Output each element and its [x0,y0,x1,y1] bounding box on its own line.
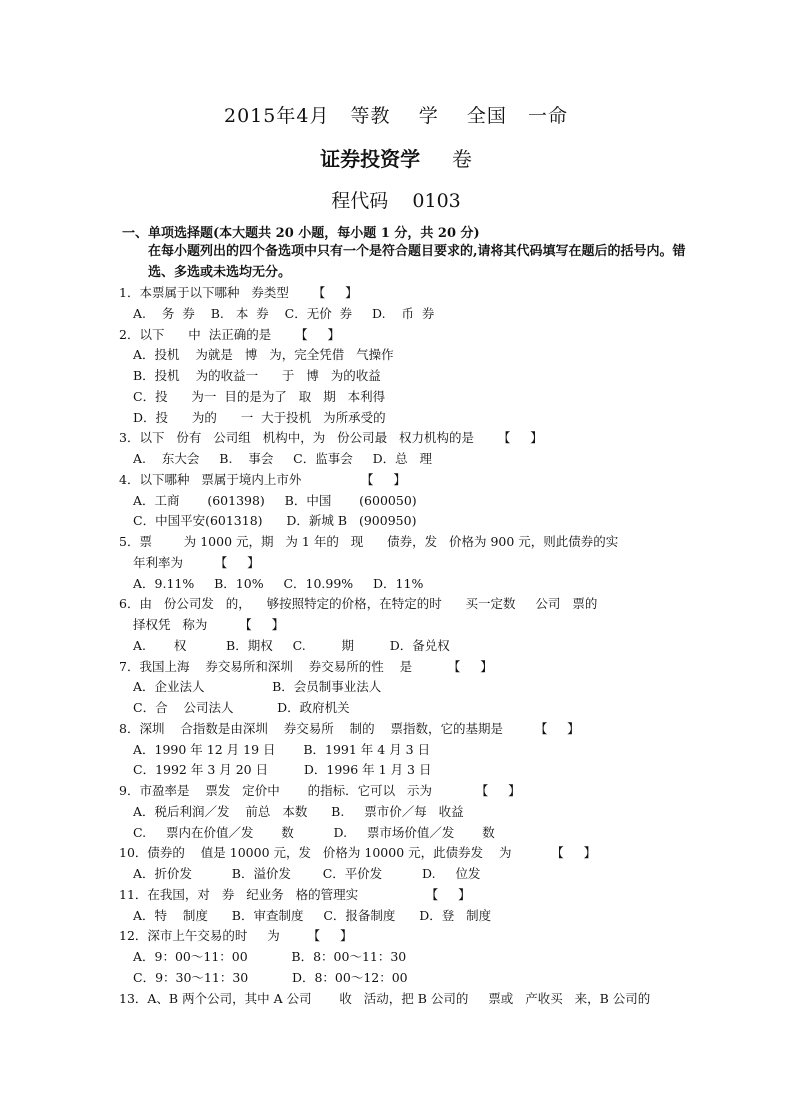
option-line: C．9：30～11：30 D．8：00～12：00 [133,969,408,985]
option-line: C．投 为一 目的是为了 取 期 本利得 [133,388,386,404]
exam-header-line: 2015年4月 等教 学 全国 一命 [224,105,568,127]
question-continuation: 择权凭 称为 【 】 [133,617,285,632]
question-line: 8．深圳 合指数是由深圳 券交易所 制的 票指数，它的基期是 【 】 [119,720,580,736]
question-line: 6．由 份公司发 的， 够按照特定的价格，在特定的时 买一定数 公司 票的 [119,596,598,612]
option-line: A. 权 B．期权 C. 期 D．备兑权 [133,637,450,653]
option-line: C．中国平安(601318) D．新城 B (900950) [133,513,417,529]
section-title: 一、单项选择题(本大题共 20 小题，每小题 1 分，共 20 分) [122,226,480,241]
option-line: A．工商 (601398) B．中国 (600050) [133,492,417,508]
option-line: A．特 制度 B．审查制度 C．报备制度 D．登 制度 [133,907,492,923]
course-code-line: 程代码 0103 [331,190,461,212]
question-line: 4．以下哪种 票属于境内上市外 【 】 [119,471,406,487]
question-line: 3．以下 份有 公司组 机构中，为 份公司最 权力机构的是 【 】 [119,430,543,446]
option-line: A．1990 年 12 月 19 日 B．1991 年 4 月 3 日 [133,741,431,757]
question-line: 5．票 为 1000 元，期 为 1 年的 现 债券，发 价格为 900 元，则此债券的实 [119,534,619,549]
question-line: 10．债券的 值是 10000 元，发 价格为 10000 元，此债券发 为 【 】 [119,845,597,861]
option-line: C．1992 年 3 月 20 日 D．1996 年 1 月 3 日 [133,762,432,778]
option-line: A. 东大会 B. 事会 C．监事会 D．总 理 [133,451,433,466]
question-line: 12．深市上午交易的时 为 【 】 [119,928,353,944]
question-continuation: 年利率为 【 】 [133,554,260,570]
option-line: B．投机 为的收益一 于 博 为的收益 [133,368,381,383]
subject-name: 证券投资学 [320,147,421,171]
option-line: A．折价发 B．溢价发 C．平价发 D. 位发 [133,866,481,881]
option-line: A．企业法人 B．会员制事业法人 [133,679,382,695]
question-line: 7．我国上海 券交易所和深圳 券交易所的性 是 【 】 [119,658,493,674]
exam-subject-title [0,143,792,172]
question-line: 11．在我国，对 券 纪业务 格的管理实 【 】 [119,886,471,902]
option-line: C. 票内在价值／发 数 D. 票市场价值／发 数 [133,824,495,840]
question-list [119,283,689,1009]
option-line: A．9：00～11：00 B．8：00～11：30 [133,949,407,964]
option-line: A．税后利润／发 前总 本数 B. 票市价／每 收益 [133,803,464,819]
question-line: 1．本票属于以下哪种 券类型 【 】 [119,285,358,300]
option-line: C．合 公司法人 D．政府机关 [133,700,350,715]
option-line: A. 务 券 B. 本 券 C．无价 券 D. 币 券 [133,305,435,321]
question-line: 13．A、B 两个公司，其中 A 公司 收 活动，把 B 公司的 票或 产收买 来，B 公司的 [119,990,651,1006]
option-line: A．投机 为就是 博 为，完全凭借 气操作 [133,347,394,363]
option-line: D．投 为的 一 大于投机 为所承受的 [133,409,386,425]
question-line: 2．以下 中 法正确的是 【 】 [119,326,340,342]
question-line: 9．市盈率是 票发 定价中 的指标．它可以 示为 【 】 [119,783,521,798]
paper-word: 卷 [420,147,472,171]
section-instruction: 在每小题列出的四个备选项中只有一个是符合题目要求的,请将其代码填写在题后的括号内。错选、多选或未选均无分。 [148,244,686,280]
option-line: A．9.11% B．10% C．10.99% D．11% [133,575,424,591]
